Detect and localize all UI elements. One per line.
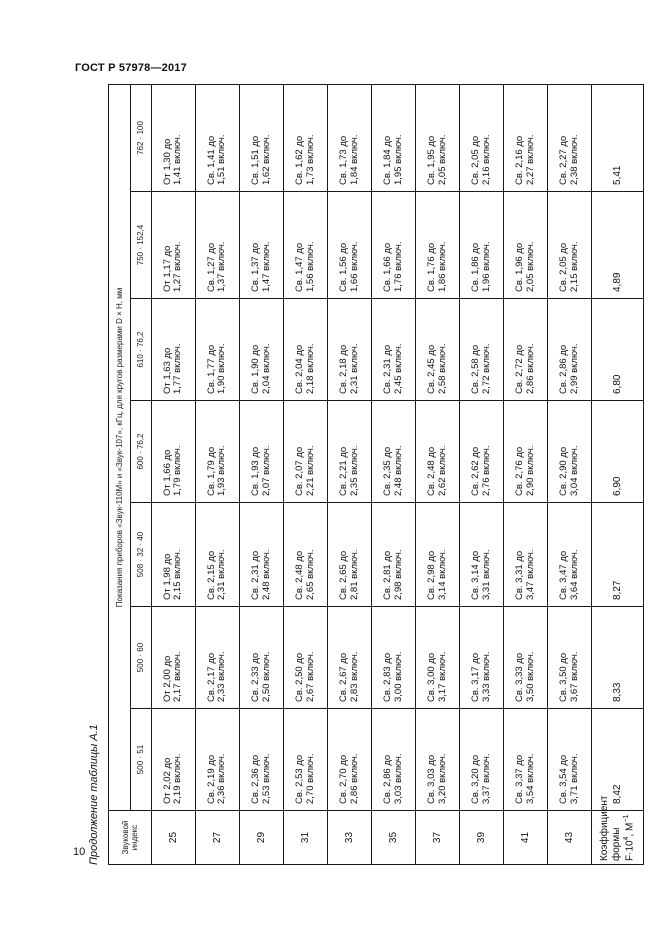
cell-line: 2,98 включ.	[392, 549, 404, 600]
form-coefficient-cell: 4,89	[592, 192, 644, 299]
cell-line: Св. 1,27 до	[205, 242, 217, 292]
frequency-range-cell	[239, 401, 283, 503]
frequency-range-cell	[416, 709, 460, 811]
cell-line: 3,67 включ.	[568, 651, 580, 702]
cell-line: 1,93 включ.	[216, 445, 228, 496]
frequency-range-cell	[372, 503, 416, 607]
cell-line: Св. 3,37 до	[513, 754, 525, 804]
frequency-range-cell	[504, 192, 548, 299]
cell-line: От 2,02 до	[161, 757, 173, 804]
frequency-range-cell	[548, 709, 592, 811]
cell-line: Св. 2,31 до	[381, 344, 393, 394]
header-row-group	[109, 84, 131, 864]
cell-line: 2,65 включ.	[304, 549, 316, 600]
cell-line: Св. 2,48 до	[293, 550, 305, 600]
frequency-range-cell	[460, 401, 504, 503]
frequency-range-cell	[195, 192, 239, 299]
table-row	[504, 84, 548, 864]
coef-label-line2: формы F·10	[610, 827, 636, 861]
cell-line: 1,86 включ.	[436, 241, 448, 292]
cell-line: Св. 2,16 до	[513, 135, 525, 185]
size-column-header: 750 · 152,4	[131, 192, 152, 299]
cell-line: 3,37 включ.	[480, 753, 492, 804]
frequency-range-cell	[284, 192, 328, 299]
cell-line: 1,84 включ.	[348, 134, 360, 185]
rotated-table-block	[84, 85, 644, 865]
cell-line: 1,95 включ.	[392, 134, 404, 185]
frequency-range-cell	[416, 299, 460, 401]
cell-line: 2,48 включ.	[392, 445, 404, 496]
cell-line: 2,35 включ.	[348, 445, 360, 496]
sound-index-cell: 41	[504, 811, 548, 865]
form-coefficient-cell: 5,41	[592, 84, 644, 191]
table-row	[151, 84, 195, 864]
cell-line: Св. 2,45 до	[425, 344, 437, 394]
cell-line: Св. 3,00 до	[425, 652, 437, 702]
cell-line: 3,54 включ.	[524, 753, 536, 804]
table-body	[109, 84, 644, 864]
frequency-range-cell	[416, 401, 460, 503]
cell-line: Св. 2,17 до	[205, 652, 217, 702]
cell-line: 2,17 включ.	[172, 651, 184, 702]
cell-line: 2,70 включ.	[304, 753, 316, 804]
frequency-range-cell	[284, 84, 328, 191]
cell-line: 2,33 включ.	[216, 651, 228, 702]
cell-line: Св. 2,72 до	[513, 344, 525, 394]
cell-line: От 2,00 до	[161, 655, 173, 702]
cell-line: 2,50 включ.	[260, 651, 272, 702]
frequency-range-cell	[504, 503, 548, 607]
cell-line: Св. 2,04 до	[293, 344, 305, 394]
frequency-range-cell	[372, 84, 416, 191]
frequency-range-cell	[460, 84, 504, 191]
cell-line: 1,51 включ.	[216, 134, 228, 185]
frequency-range-cell	[416, 503, 460, 607]
sound-index-cell: 25	[151, 811, 195, 865]
cell-line: 3,14 включ.	[436, 549, 448, 600]
coef-label-unit: , М	[624, 822, 636, 837]
cell-line: Св. 3,54 до	[557, 754, 569, 804]
cell-line: 2,16 включ.	[480, 134, 492, 185]
frequency-range-cell	[504, 607, 548, 709]
cell-line: 2,67 включ.	[304, 651, 316, 702]
cell-line: Св. 2,53 до	[293, 754, 305, 804]
frequency-range-cell	[504, 299, 548, 401]
frequency-range-cell	[151, 401, 195, 503]
cell-line: 3,03 включ.	[392, 753, 404, 804]
cell-line: Св. 2,81 до	[381, 550, 393, 600]
table-row	[548, 84, 592, 864]
cell-line: Св. 2,83 до	[381, 652, 393, 702]
table-row	[328, 84, 372, 864]
cell-line: От 1,66 до	[161, 449, 173, 496]
cell-line: Св. 2,07 до	[293, 446, 305, 496]
size-column-header: 600 · 76,2	[131, 401, 152, 503]
cell-line: 2,05 включ.	[524, 241, 536, 292]
cell-line: 3,31 включ.	[480, 549, 492, 600]
cell-line: От 1,30 до	[161, 138, 173, 185]
frequency-range-cell	[460, 192, 504, 299]
cell-line: От 1,98 до	[161, 553, 173, 600]
frequency-range-cell	[151, 84, 195, 191]
cell-line: Св. 1,76 до	[425, 242, 437, 292]
cell-line: 2,45 включ.	[392, 343, 404, 394]
cell-line: 3,20 включ.	[436, 753, 448, 804]
table-row	[372, 84, 416, 864]
cell-line: Св. 2,33 до	[249, 652, 261, 702]
form-coefficient-cell: 8,42	[592, 709, 644, 811]
size-column-header: 610 · 76,2	[131, 299, 152, 401]
cell-line: 2,18 включ.	[304, 343, 316, 394]
cell-line: Св. 3,20 до	[469, 754, 481, 804]
frequency-range-cell	[195, 503, 239, 607]
frequency-range-cell	[328, 299, 372, 401]
frequency-range-cell	[239, 607, 283, 709]
cell-line: Св. 1,73 до	[337, 135, 349, 185]
cell-line: Св. 2,48 до	[425, 446, 437, 496]
cell-line: Св. 1,79 до	[205, 446, 217, 496]
frequency-range-cell	[548, 84, 592, 191]
frequency-range-cell	[239, 192, 283, 299]
cell-line: 2,58 включ.	[436, 343, 448, 394]
cell-line: Св. 2,15 до	[205, 550, 217, 600]
frequency-range-cell	[548, 192, 592, 299]
frequency-range-cell	[195, 401, 239, 503]
frequency-range-cell	[284, 299, 328, 401]
cell-line: 1,37 включ.	[216, 241, 228, 292]
cell-line: Св. 3,31 до	[513, 550, 525, 600]
cell-line: Св. 1,56 до	[337, 242, 349, 292]
cell-line: Св. 2,90 до	[557, 446, 569, 496]
cell-line: Св. 2,62 до	[469, 446, 481, 496]
cell-line: 2,15 включ.	[568, 241, 580, 292]
size-column-header: 762 · 100	[131, 84, 152, 191]
sound-index-cell: 29	[239, 811, 283, 865]
cell-line: 2,62 включ.	[436, 445, 448, 496]
cell-line: Св. 2,18 до	[337, 344, 349, 394]
frequency-range-cell	[548, 299, 592, 401]
cell-line: 3,50 включ.	[524, 651, 536, 702]
frequency-range-cell	[504, 401, 548, 503]
frequency-range-cell	[151, 299, 195, 401]
table-row	[460, 84, 504, 864]
cell-line: Св. 2,31 до	[249, 550, 261, 600]
cell-line: 3,33 включ.	[480, 651, 492, 702]
cell-line: Св. 2,36 до	[249, 754, 261, 804]
cell-line: Св. 1,77 до	[205, 344, 217, 394]
frequency-range-cell	[460, 299, 504, 401]
cell-line: 2,31 включ.	[348, 343, 360, 394]
header-row-sizes	[131, 84, 152, 864]
table-row	[239, 84, 283, 864]
cell-line: Св. 1,41 до	[205, 135, 217, 185]
cell-line: 2,31 включ.	[216, 549, 228, 600]
frequency-range-cell	[504, 84, 548, 191]
page-number: 10	[73, 846, 86, 858]
sound-index-cell: 37	[416, 811, 460, 865]
frequency-range-cell	[372, 192, 416, 299]
frequency-range-cell	[151, 192, 195, 299]
frequency-range-cell	[239, 299, 283, 401]
cell-line: 1,62 включ.	[260, 134, 272, 185]
cell-line: Св. 1,93 до	[249, 446, 261, 496]
cell-line: Св. 3,33 до	[513, 652, 525, 702]
cell-line: Св. 1,96 до	[513, 242, 525, 292]
frequency-range-cell	[416, 607, 460, 709]
sound-index-cell: 43	[548, 811, 592, 865]
frequency-range-cell	[151, 709, 195, 811]
form-coefficient-cell: 6,80	[592, 299, 644, 401]
frequency-range-cell	[151, 607, 195, 709]
form-coefficient-cell: 6,90	[592, 401, 644, 503]
cell-line: Св. 2,19 до	[205, 754, 217, 804]
coef-label-line1: Коэффициент	[598, 795, 610, 861]
cell-line: Св. 2,65 до	[337, 550, 349, 600]
cell-line: 2,86 включ.	[524, 343, 536, 394]
cell-line: 2,38 включ.	[568, 134, 580, 185]
size-column-header: 500 · 60	[131, 607, 152, 709]
cell-line: 3,00 включ.	[392, 651, 404, 702]
cell-line: Св. 2,21 до	[337, 446, 349, 496]
cell-line: Св. 2,05 до	[557, 242, 569, 292]
cell-line: Св. 2,58 до	[469, 344, 481, 394]
cell-line: Св. 2,05 до	[469, 135, 481, 185]
cell-line: Св. 1,62 до	[293, 135, 305, 185]
table-row	[195, 84, 239, 864]
cell-line: 2,83 включ.	[348, 651, 360, 702]
cell-line: 1,56 включ.	[304, 241, 316, 292]
cell-line: Св. 3,47 до	[557, 550, 569, 600]
cell-line: Св. 2,70 до	[337, 754, 349, 804]
cell-line: 1,96 включ.	[480, 241, 492, 292]
frequency-range-cell	[284, 607, 328, 709]
cell-line: Св. 1,47 до	[293, 242, 305, 292]
cell-line: Св. 2,76 до	[513, 446, 525, 496]
document-header: ГОСТ Р 57978—2017	[75, 62, 187, 74]
cell-line: 2,86 включ.	[348, 753, 360, 804]
cell-line: Св. 2,35 до	[381, 446, 393, 496]
frequency-range-cell	[328, 401, 372, 503]
frequency-range-cell	[372, 607, 416, 709]
cell-line: 1,90 включ.	[216, 343, 228, 394]
cell-line: 2,36 включ.	[216, 753, 228, 804]
sound-index-cell: 31	[284, 811, 328, 865]
cell-line: 2,07 включ.	[260, 445, 272, 496]
sound-index-table	[108, 84, 644, 865]
size-column-header: 508 · 32 · 40	[131, 503, 152, 607]
sound-index-cell: 35	[372, 811, 416, 865]
cell-line: Св. 3,14 до	[469, 550, 481, 600]
cell-line: 3,71 включ.	[568, 753, 580, 804]
cell-line: 1,41 включ.	[172, 134, 184, 185]
frequency-range-cell	[284, 401, 328, 503]
frequency-range-cell	[328, 607, 372, 709]
cell-line: 2,04 включ.	[260, 343, 272, 394]
table-row	[284, 84, 328, 864]
sound-index-cell: 27	[195, 811, 239, 865]
cell-line: 1,79 включ.	[172, 445, 184, 496]
table-caption: Продолжение таблицы А.1	[88, 724, 100, 865]
cell-line: 1,66 включ.	[348, 241, 360, 292]
form-coefficient-label	[592, 795, 644, 865]
cell-line: 2,90 включ.	[524, 445, 536, 496]
frequency-range-cell	[372, 709, 416, 811]
cell-line: 1,27 включ.	[172, 241, 184, 292]
cell-line: 2,53 включ.	[260, 753, 272, 804]
frequency-range-cell	[460, 607, 504, 709]
sound-index-cell: 39	[460, 811, 504, 865]
cell-line: 2,19 включ.	[172, 753, 184, 804]
frequency-range-cell	[460, 503, 504, 607]
cell-line: Св. 3,17 до	[469, 652, 481, 702]
cell-line: Св. 2,67 до	[337, 652, 349, 702]
cell-line: 2,99 включ.	[568, 343, 580, 394]
frequency-range-cell	[328, 503, 372, 607]
group-column-header: Показания приборов «Звук-110М» и «Звук-107», кГц, для кругов размерами D × H, мм	[109, 84, 131, 810]
frequency-range-cell	[195, 84, 239, 191]
cell-line: 2,21 включ.	[304, 445, 316, 496]
frequency-range-cell	[416, 192, 460, 299]
frequency-range-cell	[372, 401, 416, 503]
frequency-range-cell	[239, 503, 283, 607]
frequency-range-cell	[328, 84, 372, 191]
cell-line: Св. 2,86 до	[557, 344, 569, 394]
size-column-header: 500 · 51	[131, 709, 152, 811]
frequency-range-cell	[416, 84, 460, 191]
cell-line: 2,48 включ.	[260, 549, 272, 600]
frequency-range-cell	[460, 709, 504, 811]
cell-line: 1,73 включ.	[304, 134, 316, 185]
cell-line: Св. 2,50 до	[293, 652, 305, 702]
index-column-header: Звуковой индекс	[109, 811, 152, 865]
frequency-range-cell	[548, 503, 592, 607]
coef-label-exp2: −1	[622, 814, 630, 823]
cell-line: 2,15 включ.	[172, 549, 184, 600]
frequency-range-cell	[151, 503, 195, 607]
form-coefficient-cell: 8,33	[592, 607, 644, 709]
cell-line: Св. 2,86 до	[381, 754, 393, 804]
cell-line: 2,72 включ.	[480, 343, 492, 394]
cell-line: Св. 1,95 до	[425, 135, 437, 185]
frequency-range-cell	[195, 299, 239, 401]
cell-line: От 1,63 до	[161, 347, 173, 394]
table-row	[416, 84, 460, 864]
frequency-range-cell	[504, 709, 548, 811]
form-coefficient-row	[592, 84, 644, 864]
frequency-range-cell	[548, 401, 592, 503]
cell-line: 3,17 включ.	[436, 651, 448, 702]
form-coefficient-cell: 8,27	[592, 503, 644, 607]
cell-line: Св. 2,98 до	[425, 550, 437, 600]
cell-line: Св. 1,86 до	[469, 242, 481, 292]
frequency-range-cell	[328, 709, 372, 811]
frequency-range-cell	[284, 503, 328, 607]
cell-line: 2,05 включ.	[436, 134, 448, 185]
cell-line: Св. 3,03 до	[425, 754, 437, 804]
cell-line: Св. 1,51 до	[249, 135, 261, 185]
frequency-range-cell	[548, 607, 592, 709]
sound-index-cell: 33	[328, 811, 372, 865]
cell-line: Св. 2,27 до	[557, 135, 569, 185]
frequency-range-cell	[372, 299, 416, 401]
cell-line: 2,76 включ.	[480, 445, 492, 496]
frequency-range-cell	[239, 709, 283, 811]
cell-line: 1,77 включ.	[172, 343, 184, 394]
frequency-range-cell	[195, 709, 239, 811]
cell-line: 2,27 включ.	[524, 134, 536, 185]
cell-line: 3,47 включ.	[524, 549, 536, 600]
cell-line: 2,81 включ.	[348, 549, 360, 600]
cell-line: От 1,17 до	[161, 245, 173, 292]
cell-line: Св. 3,50 до	[557, 652, 569, 702]
cell-line: 1,47 включ.	[260, 241, 272, 292]
coef-label-exp: 4	[622, 836, 630, 841]
frequency-range-cell	[328, 192, 372, 299]
cell-line: 1,76 включ.	[392, 241, 404, 292]
cell-line: Св. 1,84 до	[381, 135, 393, 185]
frequency-range-cell	[239, 84, 283, 191]
cell-line: Св. 1,90 до	[249, 344, 261, 394]
frequency-range-cell	[195, 607, 239, 709]
cell-line: Св. 1,66 до	[381, 242, 393, 292]
cell-line: 3,64 включ.	[568, 549, 580, 600]
cell-line: Св. 1,37 до	[249, 242, 261, 292]
frequency-range-cell	[284, 709, 328, 811]
cell-line: 3,04 включ.	[568, 445, 580, 496]
